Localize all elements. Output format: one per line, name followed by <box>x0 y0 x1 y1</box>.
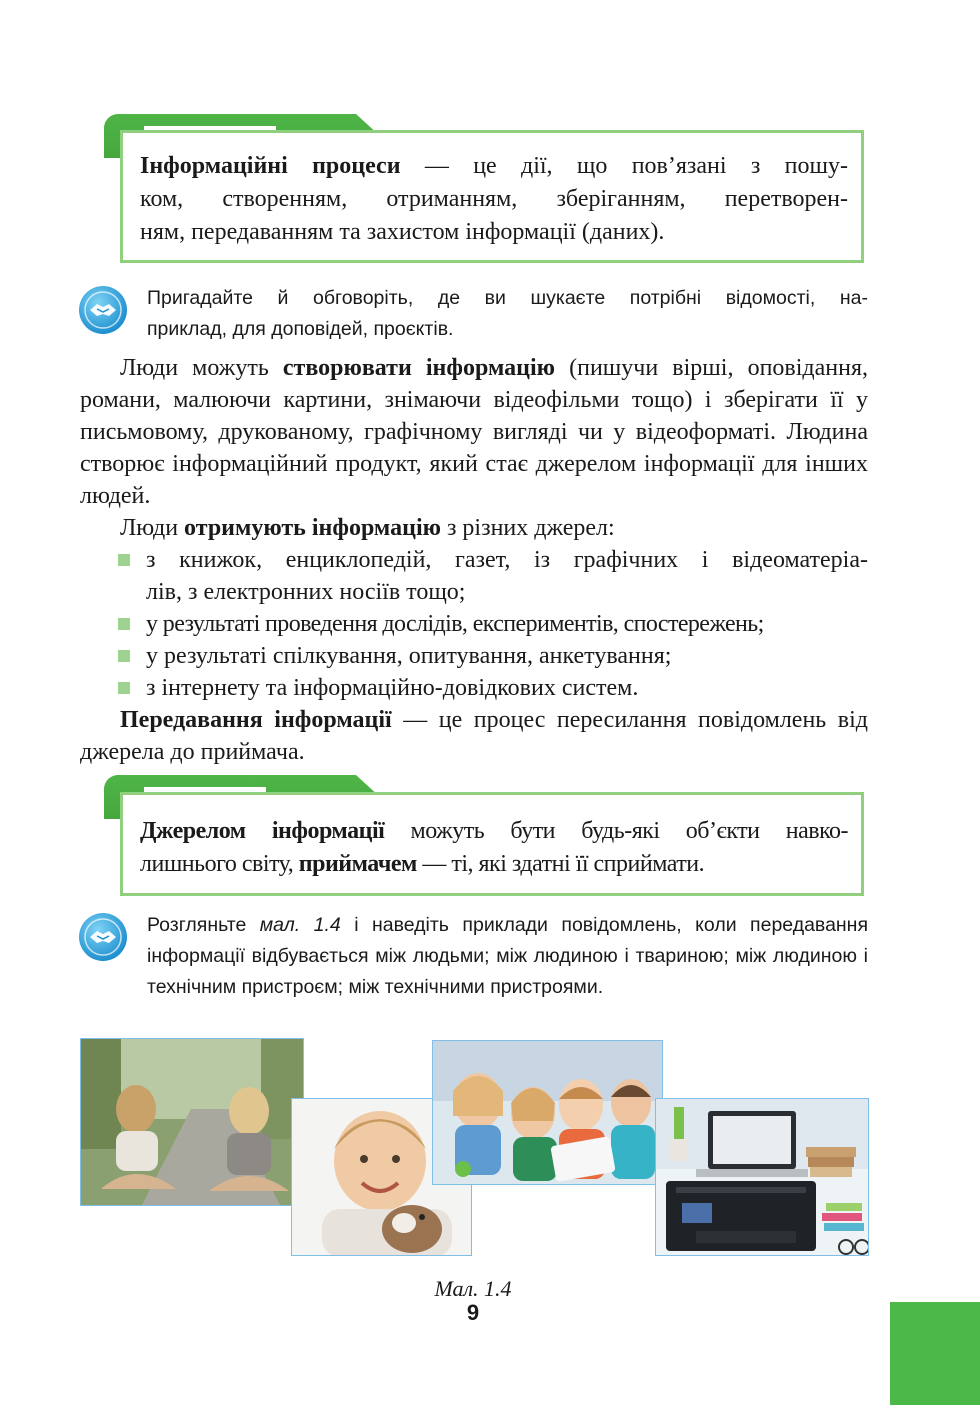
two-girls-talking-photo <box>80 1038 304 1206</box>
bullet-square-icon <box>118 618 130 630</box>
page-corner-tab <box>890 1302 980 1405</box>
page-number: 9 <box>466 1300 480 1325</box>
remember-term: Інформаційні процеси <box>140 153 401 179</box>
paragraph-transfer-info: Передавання інформації — це процес пересилання повідомлень від джерела до приймача. <box>80 707 868 765</box>
list-item: з інтернету та інформаційно-довідкових систем. <box>118 672 868 704</box>
printer-and-laptop-photo <box>655 1098 869 1256</box>
bullet-square-icon <box>118 554 130 566</box>
question2-text: Розгляньте мал. 1.4 і наведіть приклади повідомлень, коли передавання інформації відбувається між людьми; між людиною і твариною; між людиною і технічним пристроєм; між технічними пристроями. <box>147 914 869 998</box>
remember-text: Інформаційні процеси — це дії, що пов’язані з пошу- ком, створенням, отриманням, зберіганням, перетворен- ням, передаванням та захистом інформації (даних). <box>140 153 848 245</box>
list-item: у результаті проведення дослідів, експериментів, спостережень; <box>118 608 868 640</box>
handshake-icon <box>78 912 128 962</box>
list-item: з книжок, енциклопедій, газет, із графічних і відеоматеріа- лів, з електронних носіїв тощо; <box>118 544 868 608</box>
figure-reference: мал. 1.4 <box>259 914 341 936</box>
important-text: Джерелом інформації можуть бути будь-які об’єкти навко- лишнього світу, приймачем — ті, які здатні її сприймати. <box>140 818 848 877</box>
list-item: у результаті спілкування, опитування, анкетування; <box>118 640 868 672</box>
paragraph-receive-info: Люди отримують інформацію з різних джерел: <box>120 515 615 541</box>
bullet-square-icon <box>118 682 130 694</box>
question1-text: Пригадайте й обговоріть, де ви шукаєте потрібні відомості, на- приклад, для доповідей, проєктів. <box>147 287 868 340</box>
children-with-tablet-photo <box>432 1040 663 1185</box>
handshake-icon <box>78 285 128 335</box>
figure-caption: Мал. 1.4 <box>434 1276 512 1301</box>
bullet-square-icon <box>118 650 130 662</box>
paragraph-create-info: Люди можуть створювати інформацію (пишучи вірші, оповідання, романи, малюючи картини, знімаючи відеофільми тощо) і зберігати її у письмовому, друкованому, графічному вигляді чи у відеоформаті. Людина створює інформаційний продукт, який стає джерелом інформації для інших людей. <box>80 355 868 509</box>
